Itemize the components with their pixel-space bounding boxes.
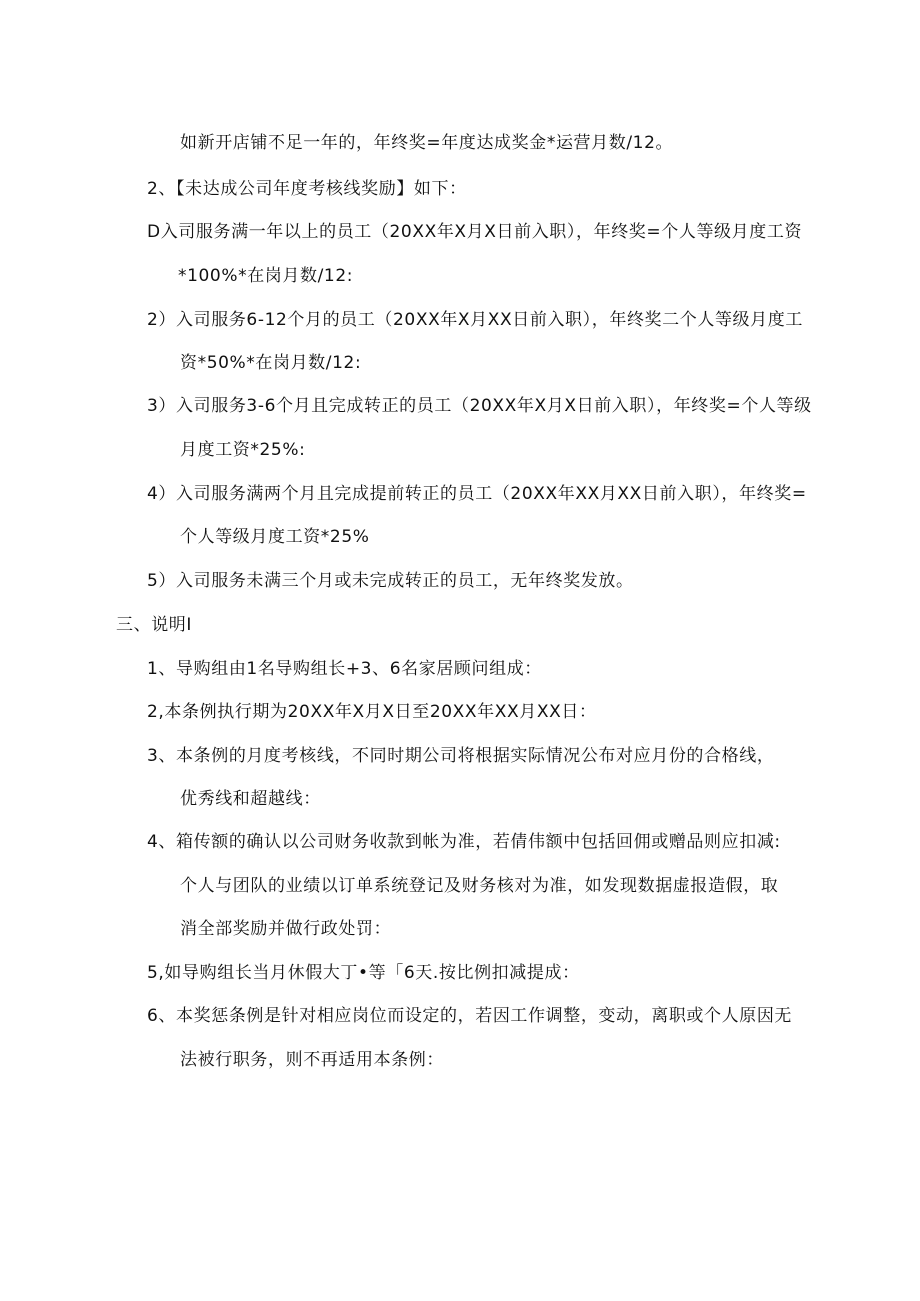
text-line-22: 法被行职务，则不再适用本条例：	[180, 1050, 444, 1070]
text-line-1: 如新开店铺不足一年的，年终奖=年度达成奖金*运营月数/12。	[180, 133, 674, 153]
text-line-17: 4、箱传额的确认以公司财务收款到帐为准，若倩伟额中包括回佣或赠品则应扣减:	[147, 832, 781, 852]
text-line-7: 3）入司服务3-6个月且完成转正的员工（20XX年X月X日前入职），年终奖=个人等级	[147, 396, 812, 416]
text-line-3: D入司服务满一年以上的员工（20XX年X月X日前入职），年终奖=个人等级月度工资	[147, 222, 803, 242]
text-line-6: 资*50%*在岗月数/12:	[180, 353, 362, 373]
text-line-5: 2）入司服务6-12个月的员工（20XX年X月XX日前入职），年终奖二个人等级月度工	[147, 310, 803, 330]
text-line-4: *100%*在岗月数/12:	[178, 266, 354, 286]
text-line-8: 月度工资*25%:	[180, 440, 306, 460]
text-line-9: 4）入司服务满两个月且完成提前转正的员工（20XX年XX月XX日前入职），年终奖=	[147, 484, 807, 504]
text-line-15: 3、本条例的月度考核线，不同时期公司将根据实际情况公布对应月份的合格线，	[147, 746, 775, 766]
text-line-13: 1、导购组由1名导购组长+3、6名家居顾问组成：	[147, 659, 542, 679]
text-line-16: 优秀线和超越线：	[180, 789, 321, 809]
text-line-20: 5,如导购组长当月休假大丁•等「6天.按比例扣减提成：	[147, 963, 580, 983]
text-line-10: 个人等级月度工资*25%	[180, 527, 370, 547]
section-heading-explanation: 三、说明I	[116, 615, 193, 635]
text-line-14: 2,本条例执行期为20XX年X月X日至20XX年XX月XX日：	[147, 702, 597, 722]
text-line-18: 个人与团队的业绩以订单系统登记及财务核对为准，如发现数据虚报造假，取	[180, 876, 779, 896]
text-line-2: 2、【未达成公司年度考核线奖励】如下：	[147, 179, 467, 199]
text-line-11: 5）入司服务未满三个月或未完成转正的员工，无年终奖发放。	[147, 571, 634, 591]
text-line-19: 消全部奖励并做行政处罚：	[180, 919, 392, 939]
text-line-21: 6、本奖惩条例是针对相应岗位而设定的，若因工作调整，变动，离职或个人原因无	[147, 1006, 793, 1026]
